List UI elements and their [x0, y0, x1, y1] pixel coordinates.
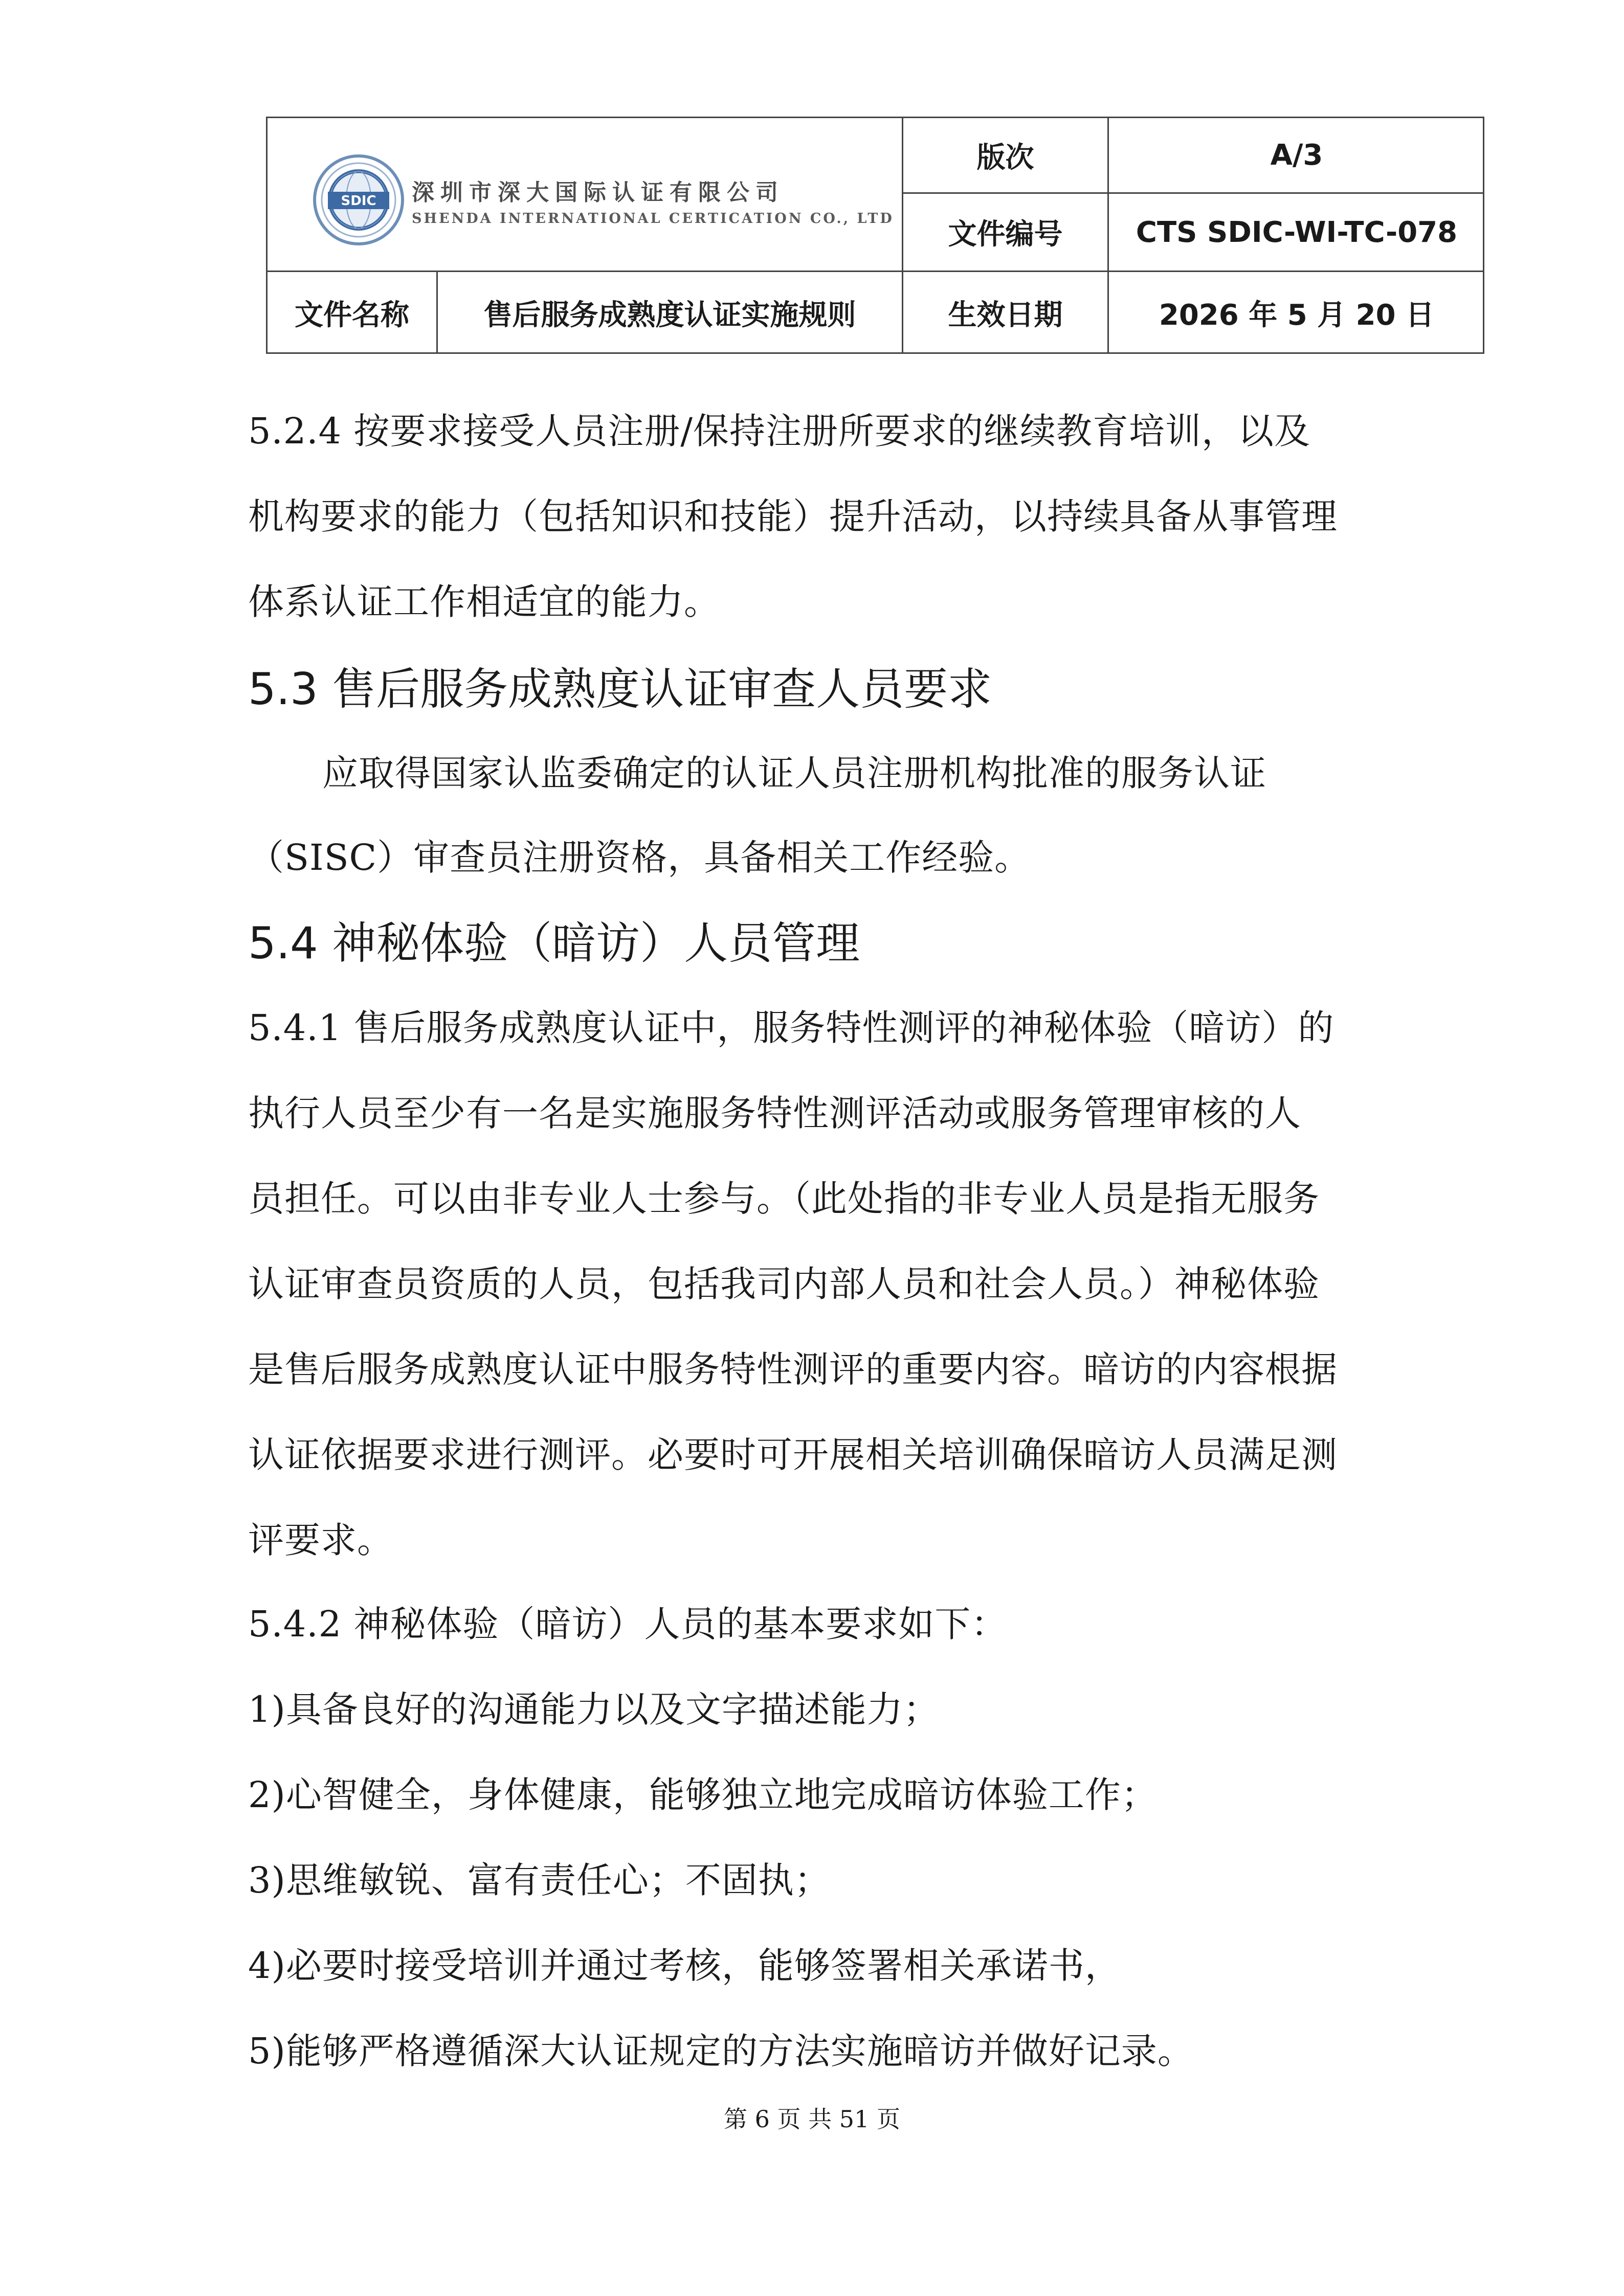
doc-number-value: CTS SDIC-WI-TC-078: [1136, 215, 1458, 249]
page-number-footer: 第 6 页 共 51 页: [724, 2105, 900, 2133]
requirement-item: 4)必要时接受培训并通过考核，能够签署相关承诺书，: [248, 1945, 1121, 1987]
company-logo: [313, 154, 894, 246]
paragraph-5-4-1-line: 评要求。: [248, 1519, 393, 1561]
version-value: A/3: [1270, 139, 1323, 172]
paragraph-5-4-1-line: 是售后服务成熟度认证中服务特性测评的重要内容。暗访的内容根据: [248, 1348, 1338, 1390]
doc-name-label: 文件名称: [295, 299, 409, 332]
requirement-item: 3)思维敏锐、富有责任心；不固执；: [248, 1859, 831, 1901]
effective-date-label: 生效日期: [948, 299, 1063, 332]
requirement-item: 1)具备良好的沟通能力以及文字描述能力；: [248, 1689, 940, 1730]
doc-name-value: 售后服务成熟度认证实施规则: [483, 299, 856, 332]
effective-date-value: 2026 年 5 月 20 日: [1159, 299, 1435, 332]
paragraph-5-4-2: 5.4.2 神秘体验（暗访）人员的基本要求如下：: [248, 1603, 1008, 1645]
paragraph-5-4-1-line: 认证审查员资质的人员，包括我司内部人员和社会人员。）神秘体验: [248, 1263, 1320, 1305]
section-heading-5-4: 5.4 神秘体验（暗访）人员管理: [248, 918, 860, 969]
paragraph-5-3-line: （SISC）审查员注册资格，具备相关工作经验。: [248, 837, 1031, 879]
paragraph-5-4-1-line: 5.4.1 售后服务成熟度认证中，服务特性测评的神秘体验（暗访）的: [248, 1007, 1334, 1049]
svg-text:SDIC: SDIC: [341, 193, 376, 209]
requirement-item: 5)能够严格遵循深大认证规定的方法实施暗访并做好记录。: [248, 2030, 1194, 2072]
paragraph-5-2-4-line: 5.2.4 按要求接受人员注册/保持注册所要求的继续教育培训，以及: [248, 410, 1310, 452]
paragraph-5-4-1-line: 认证依据要求进行测评。必要时可开展相关培训确保暗访人员满足测: [248, 1434, 1338, 1476]
paragraph-5-4-1-line: 员担任。可以由非专业人士参与。（此处指的非专业人员是指无服务: [248, 1178, 1320, 1220]
requirement-item: 2)心智健全，身体健康，能够独立地完成暗访体验工作；: [248, 1774, 1158, 1816]
document-header-table: [266, 117, 1484, 354]
paragraph-5-3-line: 应取得国家认监委确定的认证人员注册机构批准的服务认证: [322, 752, 1266, 794]
company-name-cn: 深圳市深大国际认证有限公司: [412, 179, 784, 206]
company-name-en: SHENDA INTERNATIONAL CERTICATION CO., LTD: [412, 210, 894, 227]
paragraph-5-4-1-line: 执行人员至少有一名是实施服务特性测评活动或服务管理审核的人: [248, 1092, 1301, 1134]
doc-number-label: 文件编号: [948, 218, 1063, 251]
section-heading-5-3: 5.3 售后服务成熟度认证审查人员要求: [248, 664, 992, 715]
paragraph-5-2-4-line: 体系认证工作相适宜的能力。: [248, 581, 720, 623]
sdic-seal-icon: [313, 154, 405, 246]
version-label: 版次: [976, 141, 1034, 174]
company-logo-cell: [268, 118, 902, 271]
paragraph-5-2-4-line: 机构要求的能力（包括知识和技能）提升活动，以持续具备从事管理: [248, 496, 1338, 537]
